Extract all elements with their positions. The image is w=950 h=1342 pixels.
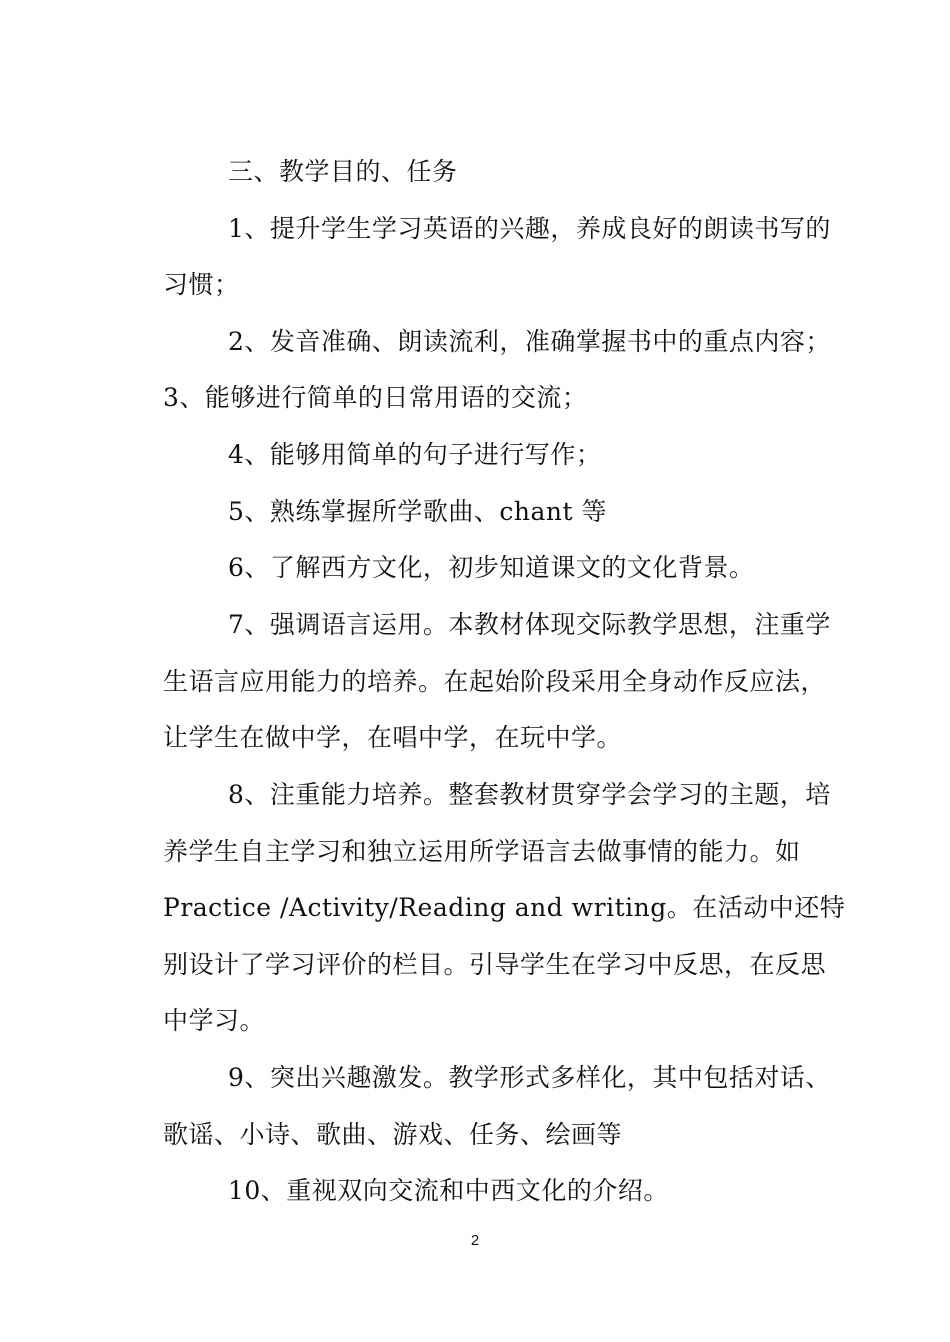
paragraph-line: 歌谣、小诗、歌曲、游戏、任务、绘画等 xyxy=(163,1120,623,1149)
paragraph-line: 让学生在做中学，在唱中学，在玩中学。 xyxy=(163,723,623,752)
paragraph-line: 别设计了学习评价的栏目。引导学生在学习中反思，在反思 xyxy=(163,950,827,979)
paragraph-line: 6、了解西方文化，初步知道课文的文化背景。 xyxy=(228,553,755,582)
paragraph-line: 8、注重能力培养。整套教材贯穿学会学习的主题，培 xyxy=(228,780,831,809)
paragraph-line: 10、重视双向交流和中西文化的介绍。 xyxy=(228,1176,669,1205)
paragraph-line: 习惯； xyxy=(163,270,240,299)
paragraph-line: 9、突出兴趣激发。教学形式多样化，其中包括对话、 xyxy=(228,1063,831,1092)
paragraph-line: 4、能够用简单的句子进行写作； xyxy=(228,440,602,469)
paragraph-line: 2、发音准确、朗读流利，准确掌握书中的重点内容； xyxy=(228,327,831,356)
paragraph-line: 养学生自主学习和独立运用所学语言去做事情的能力。如 xyxy=(163,837,801,866)
paragraph-line: 生语言应用能力的培养。在起始阶段采用全身动作反应法， xyxy=(163,667,827,696)
section-heading: 三、教学目的、任务 xyxy=(228,157,458,186)
paragraph-line: Practice /Activity/Reading and writing。在活动中还特 xyxy=(163,893,846,922)
paragraph-line: 中学习。 xyxy=(163,1006,266,1035)
paragraph-line: 3、能够进行简单的日常用语的交流； xyxy=(163,383,588,412)
page-number: 2 xyxy=(470,1232,480,1249)
paragraph-line: 5、熟练掌握所学歌曲、chant 等 xyxy=(228,497,608,526)
paragraph-line: 1、提升学生学习英语的兴趣，养成良好的朗读书写的 xyxy=(228,214,831,243)
paragraph-line: 7、强调语言运用。本教材体现交际教学思想，注重学 xyxy=(228,610,831,639)
